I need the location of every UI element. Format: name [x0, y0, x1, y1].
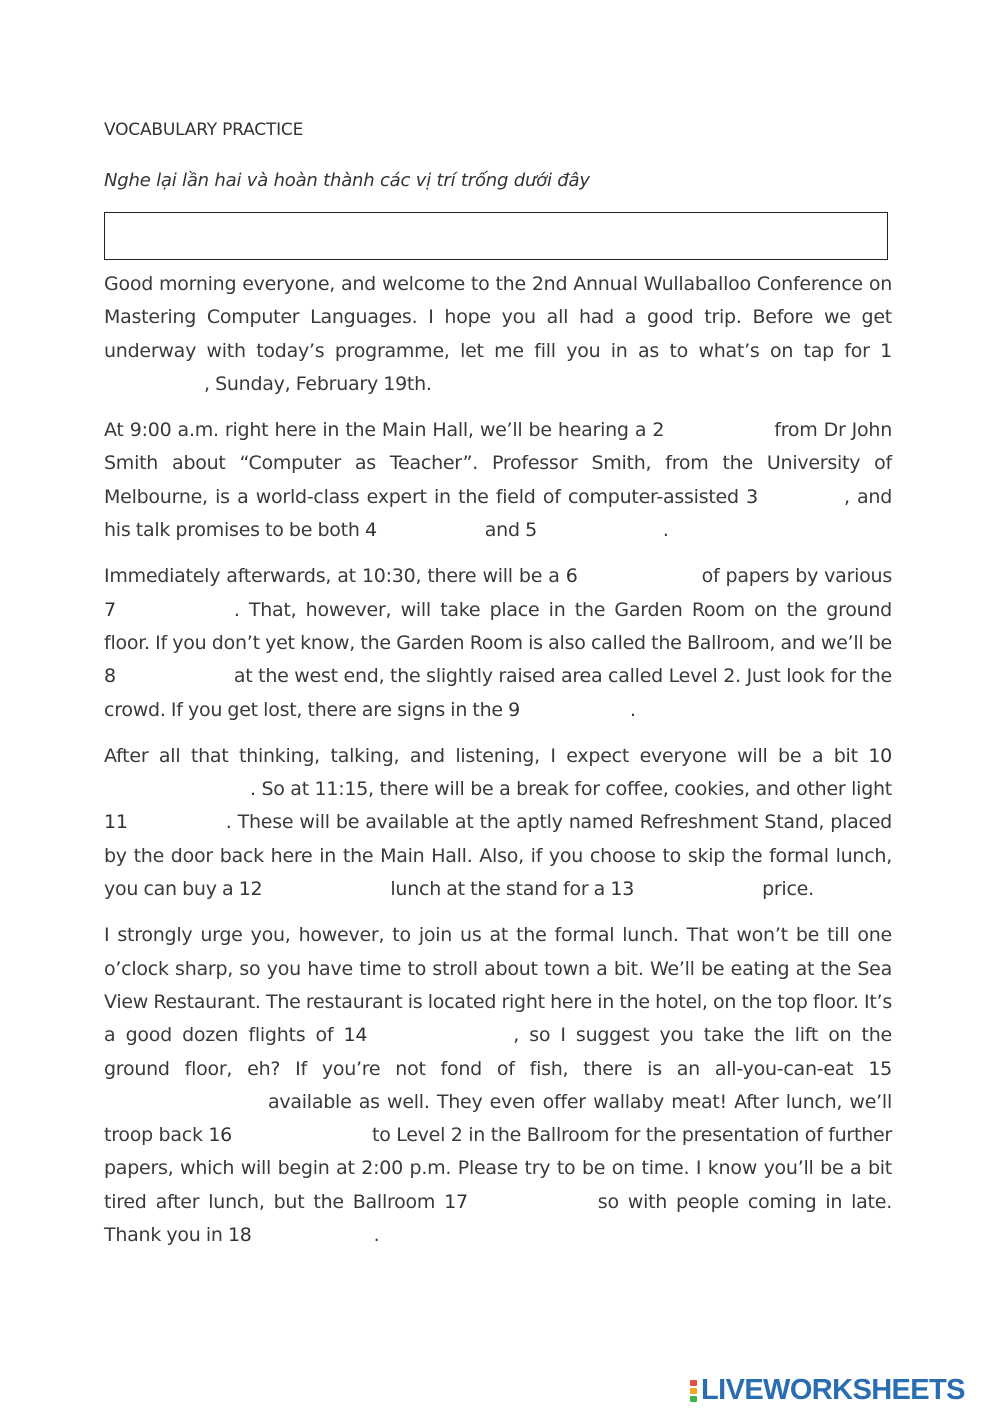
blank-number-13: 13 — [610, 878, 635, 901]
text-segment: . That, however, will take place in the Garden Room on the ground floor. If you don’t yet know, the Garden Room is also called the Ballroom, and we’ll be — [104, 598, 892, 654]
blank-number-18: 18 — [227, 1224, 252, 1247]
text-segment: Good morning everyone, and welcome to the 2nd Annual Wullaballoo Conference on Mastering Computer Languages. I hope you all had a good trip. Before we get underway with today’s programme, let me fill you in as to what’s on tap for — [104, 273, 892, 362]
blank-input-2[interactable] — [664, 418, 774, 444]
text-segment: . — [662, 519, 669, 542]
text-segment: After all that thinking, talking, and listening, I expect everyone will be a bit — [104, 744, 869, 767]
blank-input-14[interactable] — [367, 1023, 513, 1049]
text-segment: . — [373, 1224, 380, 1247]
paragraph-1 — [104, 268, 892, 401]
text-segment: available as well. They even offer wallaby meat! After lunch, we’ll troop back — [104, 1090, 892, 1147]
text-segment: from Dr John Smith about “Computer as Teacher”. Professor Smith, from the University of Melbourne, is a world-class expert in the field of computer-assisted — [104, 419, 892, 508]
blank-input-16[interactable] — [232, 1123, 372, 1149]
blank-number-12: 12 — [238, 878, 263, 901]
blank-number-17: 17 — [444, 1190, 468, 1213]
text-segment: of papers by various — [701, 565, 892, 588]
blank-input-1[interactable] — [104, 372, 204, 398]
text-segment: , and his talk promises to be both — [104, 485, 893, 542]
blank-input-4[interactable] — [377, 518, 485, 544]
text-segment: so with people coming in late. Thank you in — [104, 1190, 892, 1247]
blank-input-3[interactable] — [758, 484, 844, 510]
liveworksheets-logo-icon — [690, 1380, 697, 1402]
paragraph-5 — [104, 919, 892, 1252]
blank-input-13[interactable] — [634, 877, 762, 903]
text-segment: Immediately afterwards, at 10:30, there will be a — [104, 565, 566, 588]
blank-number-7: 7 — [104, 598, 116, 621]
answer-box[interactable] — [104, 212, 888, 260]
text-segment: price. — [762, 878, 814, 901]
blank-number-6: 6 — [565, 565, 578, 588]
blank-input-9[interactable] — [520, 697, 630, 723]
text-segment: . — [629, 698, 636, 721]
blank-input-8[interactable] — [116, 664, 234, 690]
blank-number-10: 10 — [868, 744, 892, 767]
text-segment: to Level 2 in the Ballroom for the presentation of further papers, which will begin at 2:00 p.m. Please try to be on time. I know you’ll be a bit tired after lunch, but the Ballroom — [104, 1124, 892, 1213]
blank-input-11[interactable] — [128, 810, 226, 836]
text-segment: I strongly urge you, however, to join us at the formal lunch. That won’t be till one o’clock sharp, so you have time to stroll about town a bit. We’ll be eating at the Sea View Restaurant. The restaurant is located right here in the hotel, on the top floor. It’s a good dozen flights of — [104, 924, 892, 1047]
paragraph-4 — [104, 740, 892, 906]
text-segment: at the west end, the slightly raised area called Level 2. Just look for the crowd. If you get lost, there are signs in the — [104, 665, 892, 721]
blank-input-17[interactable] — [468, 1189, 598, 1215]
text-segment: lunch at the stand for a — [390, 878, 611, 901]
blank-number-3: 3 — [746, 485, 758, 508]
blank-number-8: 8 — [104, 665, 116, 688]
text-segment: At 9:00 a.m. right here in the Main Hall, we’ll be hearing a — [104, 419, 653, 442]
blank-input-5[interactable] — [537, 518, 663, 544]
blank-input-6[interactable] — [578, 564, 702, 590]
blank-number-5: 5 — [525, 519, 537, 542]
text-segment: . So at 11:15, there will be a break for coffee, cookies, and other light — [250, 778, 892, 801]
text-segment: , so I suggest you take the lift on the ground floor, eh? If you’re not fond of fish, there is an all-you-can-eat — [104, 1024, 892, 1080]
blank-input-12[interactable] — [262, 877, 390, 903]
blank-input-18[interactable] — [252, 1223, 374, 1249]
text-segment: , Sunday, February 19th. — [204, 372, 432, 395]
text-segment: . These will be available at the aptly named Refreshment Stand, placed by the door back here in the Main Hall. Also, if you choose to skip the formal lunch, you can buy a — [104, 811, 892, 901]
blank-input-7[interactable] — [116, 597, 234, 623]
paragraph-2 — [104, 414, 892, 547]
blank-input-15[interactable] — [104, 1089, 268, 1115]
passage — [104, 268, 892, 1265]
blank-number-11: 11 — [104, 811, 128, 834]
blank-number-15: 15 — [868, 1057, 892, 1080]
paragraph-3 — [104, 560, 892, 726]
instruction-text: Nghe lại lần hai và hoàn thành các vị trí trống dưới đây — [104, 170, 590, 191]
blank-number-1: 1 — [880, 339, 892, 362]
footer-brand — [690, 1374, 965, 1407]
blank-input-10[interactable] — [104, 777, 250, 803]
blank-number-2: 2 — [652, 419, 665, 442]
blank-number-14: 14 — [343, 1024, 368, 1047]
blank-number-4: 4 — [364, 519, 377, 542]
blank-number-16: 16 — [208, 1124, 233, 1147]
text-segment: and — [484, 519, 526, 542]
worksheet-title: VOCABULARY PRACTICE — [104, 120, 304, 140]
brand-name: LIVEWORKSHEETS — [701, 1374, 965, 1406]
blank-number-9: 9 — [508, 698, 520, 721]
